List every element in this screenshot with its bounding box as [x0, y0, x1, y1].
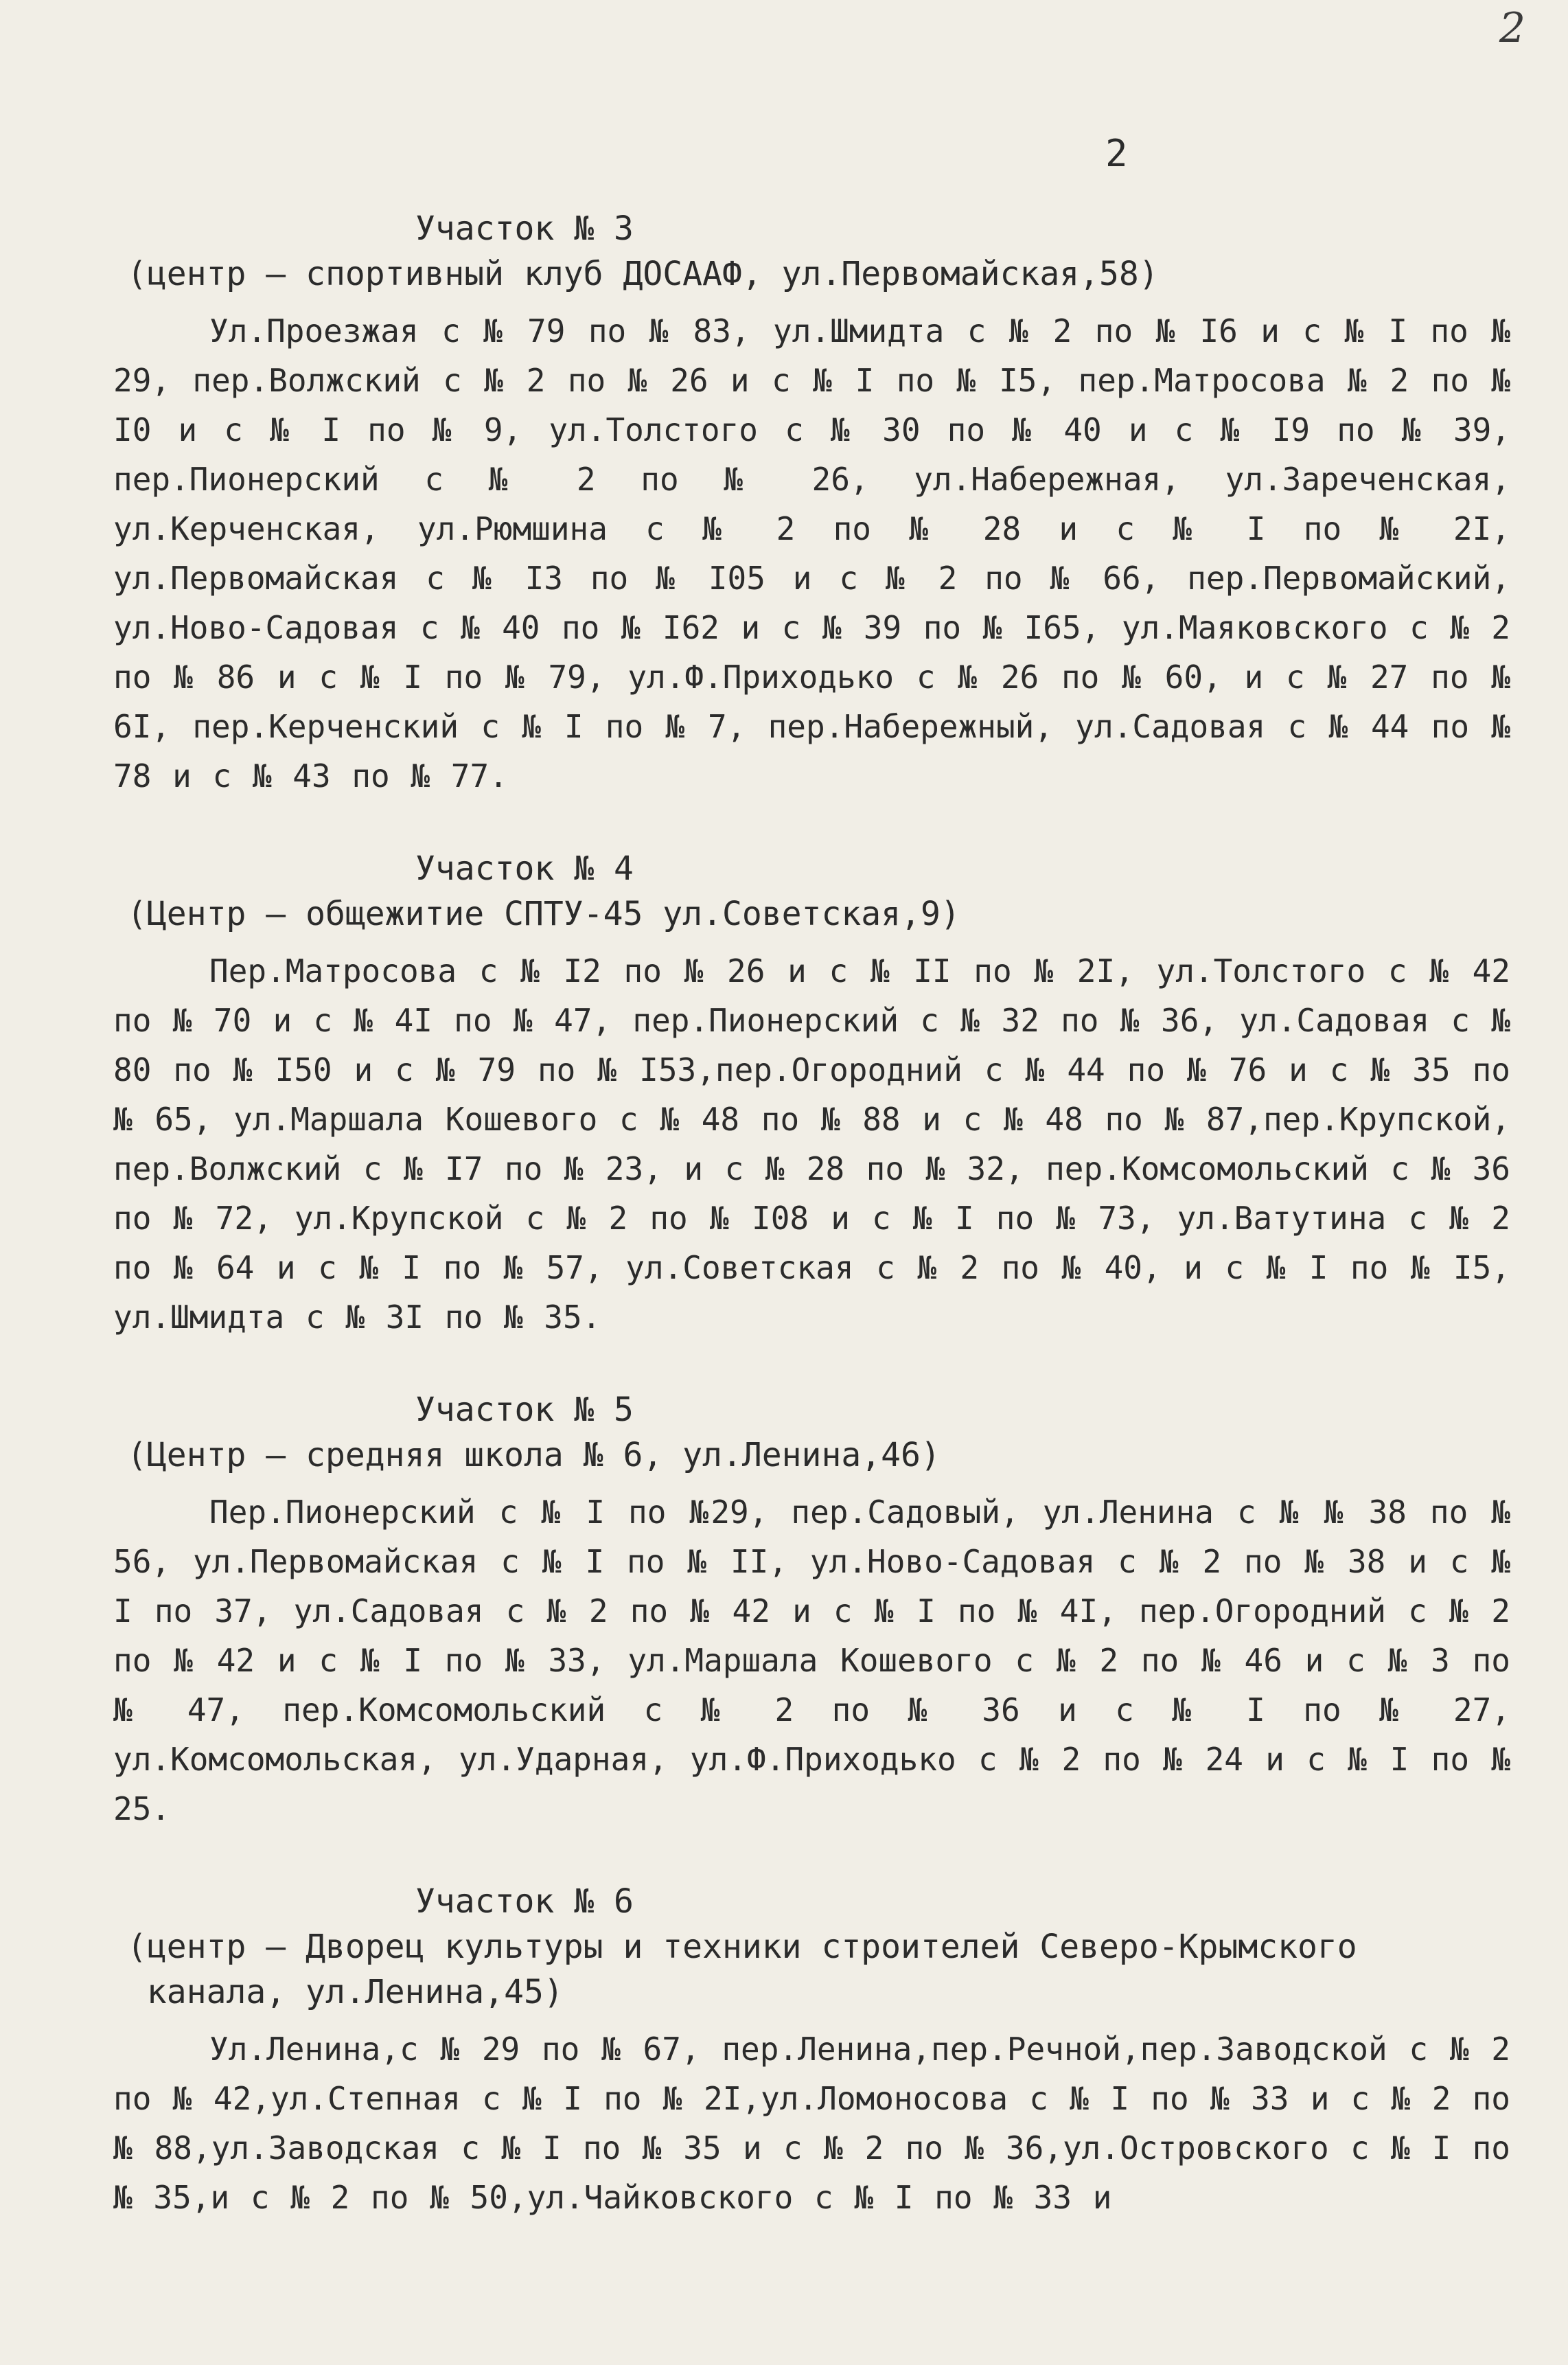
- section-body: Пер.Пионерский с № I по №29, пер.Садовый, ул.Ленина с № № 38 по № 56, ул.Первомайская с № I по № II, ул.Ново-Садовая с № 2 по № 38 и с № I по 37, ул.Садовая с № 2 по № 42 и с № I по № 4I, пер.Огородний с № 2 по № 42 и с № I по № 33, ул.Маршала Кошевого с № 2 по № 46 и с № 3 по № 47, пер.Комсомольский с № 2 по № 36 и с № I по № 27, ул.Комсомольская, ул.Ударная, ул.Ф.Приходько с № 2 по № 24 и с № I по № 25.: [113, 1494, 1510, 1827]
- archive-page-number: 2: [1499, 4, 1525, 52]
- section-body: Ул.Ленина,с № 29 по № 67, пер.Ленина,пер.Речной,пер.Заводской с № 2 по № 42,ул.Степная с № I по № 2I,ул.Ломоносова с № I по № 33 и с № 2 по № 88,ул.Заводская с № I по № 35 и с № 2 по № 36,ул.Островского с № I по № 35,и с № 2 по № 50,ул.Чайковского с № I по № 33 и: [113, 2031, 1510, 2216]
- section-body: Ул.Проезжая с № 79 по № 83, ул.Шмидта с № 2 по № I6 и с № I по № 29, пер.Волжский с № 2 по № 26 и с № I по № I5, пер.Матросова № 2 по № I0 и с № I по № 9, ул.Толстого с № 30 по № 40 и с № I9 по № 39, пер.Пионерский с № 2 по № 26, ул.Набережная, ул.Зареченская, ул.Керченская, ул.Рюмшина с № 2 по № 28 и с № I по № 2I, ул.Первомайская с № I3 по № I05 и с № 2 по № 66, пер.Первомайский, ул.Ново-Садовая с № 40 по № I62 и с № 39 по № I65, ул.Маяковского с № 2 по № 86 и с № I по № 79, ул.Ф.Приходько с № 26 по № 60, и с № 27 по № 6I, пер.Керченский с № I по № 7, пер.Набережный, ул.Садовая с № 44 по № 78 и с № 43 по № 77.: [113, 312, 1511, 795]
- section-center: (центр – Дворец культуры и техники строителей Северо-Крымского канала, ул.Ленина,45): [127, 1928, 1357, 2011]
- section-precinct-6: [113, 1879, 1510, 2222]
- section-heading: Участок № 6: [415, 1882, 634, 1921]
- section-heading: Участок № 3: [415, 209, 634, 248]
- section-center: (Центр – общежитие СПТУ-45 ул.Советская,9): [127, 895, 960, 933]
- section-heading: Участок № 5: [415, 1391, 634, 1429]
- section-heading: Участок № 4: [415, 849, 634, 888]
- section-center: (Центр – средняя школа № 6, ул.Ленина,46): [127, 1436, 941, 1474]
- section-precinct-3: [113, 206, 1510, 801]
- section-precinct-5: [113, 1387, 1510, 1833]
- section-center: (центр – спортивный клуб ДОСААФ, ул.Первомайская,58): [127, 255, 1159, 293]
- section-body: Пер.Матросова с № I2 по № 26 и с № II по № 2I, ул.Толстого с № 42 по № 70 и с № 4I по № 47, пер.Пионерский с № 32 по № 36, ул.Садовая с № 80 по № I50 и с № 79 по № I53,пер.Огородний с № 44 по № 76 и с № 35 по № 65, ул.Маршала Кошевого с № 48 по № 88 и с № 48 по № 87,пер.Крупской, пер.Волжский с № I7 по № 23, и с № 28 по № 32, пер.Комсомольский с № 36 по № 72, ул.Крупской с № 2 по № I08 и с № I по № 73, ул.Ватутина с № 2 по № 64 и с № I по № 57, ул.Советская с № 2 по № 40, и с № I по № I5, ул.Шмидта с № 3I по № 35.: [113, 952, 1510, 1336]
- section-precinct-4: [113, 846, 1510, 1342]
- page-number: 2: [1105, 132, 1128, 175]
- document-body: [113, 206, 1510, 2267]
